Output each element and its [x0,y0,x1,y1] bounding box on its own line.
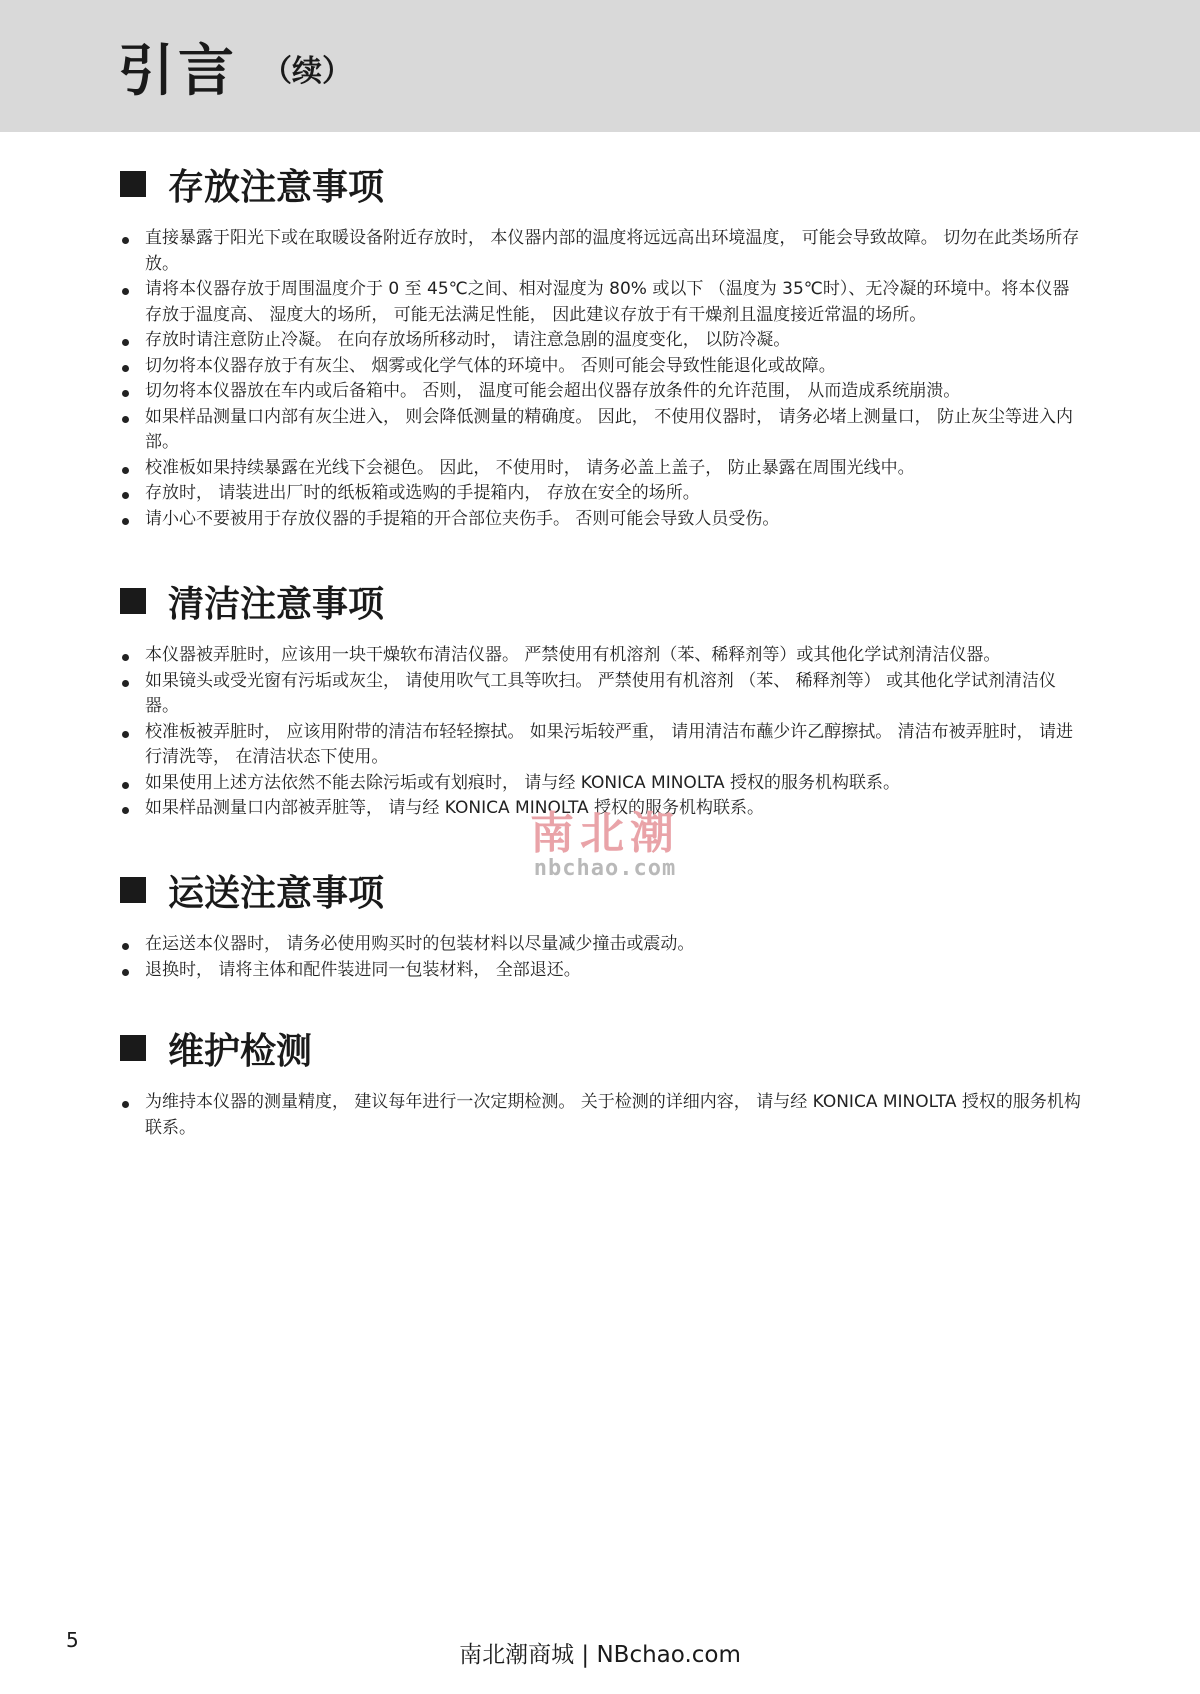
watermark-latin: nbchao.com [533,856,677,881]
watermark-chinese: 南北潮 [530,808,680,859]
list-item: 本仪器被弄脏时，应该用一块干燥软布清洁仪器。 严禁使用有机溶剂（苯、稀释剂等）或其他化学试剂清洁仪器。 [120,643,1085,669]
bullet-list [120,932,1085,983]
square-bullet-icon [120,877,146,903]
section-title: 运送注意事项 [120,866,1085,914]
list-item: 校准板如果持续暴露在光线下会褪色。 因此， 不使用时， 请务必盖上盖子， 防止暴露在周围光线中。 [120,456,1085,482]
page-header [0,0,1200,132]
section-storage [120,160,1085,532]
list-item: 在运送本仪器时， 请务必使用购买时的包装材料以尽量减少撞击或震动。 [120,932,1085,958]
page-title: 引言 [118,39,238,104]
list-item: 退换时， 请将主体和配件装进同一包装材料， 全部退还。 [120,958,1085,984]
square-bullet-icon [120,588,146,614]
page-number: 5 [66,1628,79,1652]
list-item: 直接暴露于阳光下或在取暖设备附近存放时， 本仪器内部的温度将远远高出环境温度， 可能会导致故障。 切勿在此类场所存放。 [120,226,1085,277]
bullet-list [120,1090,1085,1141]
watermark [515,808,695,881]
list-item: 切勿将本仪器存放于有灰尘、 烟雾或化学气体的环境中。 否则可能会导致性能退化或故障。 [120,354,1085,380]
bullet-list [120,226,1085,532]
square-bullet-icon [120,1035,146,1061]
list-item: 请将本仪器存放于周围温度介于 0 至 45℃之间、相对湿度为 80% 或以下 （温度为 35℃时）、无冷凝的环境中。将本仪器存放于温度高、 湿度大的场所， 可能无法满足性能， 因此建议存放于有干燥剂且温度接近常温的场所。 [120,277,1085,328]
section-transport [120,866,1085,983]
bullet-list [120,643,1085,822]
list-item: 如果样品测量口内部被弄脏等， 请与经 KONICA MINOLTA 授权的服务机构联系。 [120,796,1085,822]
list-item: 为维持本仪器的测量精度， 建议每年进行一次定期检测。 关于检测的详细内容， 请与经 KONICA MINOLTA 授权的服务机构联系。 [120,1090,1085,1141]
list-item: 如果镜头或受光窗有污垢或灰尘， 请使用吹气工具等吹扫。 严禁使用有机溶剂 （苯、 稀释剂等） 或其他化学试剂清洁仪器。 [120,669,1085,720]
list-item: 如果样品测量口内部有灰尘进入， 则会降低测量的精确度。 因此， 不使用仪器时， 请务必堵上测量口， 防止灰尘等进入内部。 [120,405,1085,456]
section-title: 维护检测 [120,1024,1085,1072]
square-bullet-icon [120,171,146,197]
list-item: 切勿将本仪器放在车内或后备箱中。 否则， 温度可能会超出仪器存放条件的允许范围， 从而造成系统崩溃。 [120,379,1085,405]
section-title: 清洁注意事项 [120,577,1085,625]
page-subtitle: （续） [262,54,352,89]
section-cleaning [120,577,1085,822]
list-item: 请小心不要被用于存放仪器的手提箱的开合部位夹伤手。 否则可能会导致人员受伤。 [120,507,1085,533]
footer-brand: 南北潮商城 | NBchao.com [459,1642,741,1668]
list-item: 校准板被弄脏时， 应该用附带的清洁布轻轻擦拭。 如果污垢较严重， 请用清洁布蘸少许乙醇擦拭。 清洁布被弄脏时， 请进行清洗等， 在清洁状态下使用。 [120,720,1085,771]
list-item: 存放时， 请装进出厂时的纸板箱或选购的手提箱内， 存放在安全的场所。 [120,481,1085,507]
section-title: 存放注意事项 [120,160,1085,208]
list-item: 存放时请注意防止冷凝。 在向存放场所移动时， 请注意急剧的温度变化， 以防冷凝。 [120,328,1085,354]
list-item: 如果使用上述方法依然不能去除污垢或有划痕时， 请与经 KONICA MINOLTA 授权的服务机构联系。 [120,771,1085,797]
section-maintenance [120,1024,1085,1141]
